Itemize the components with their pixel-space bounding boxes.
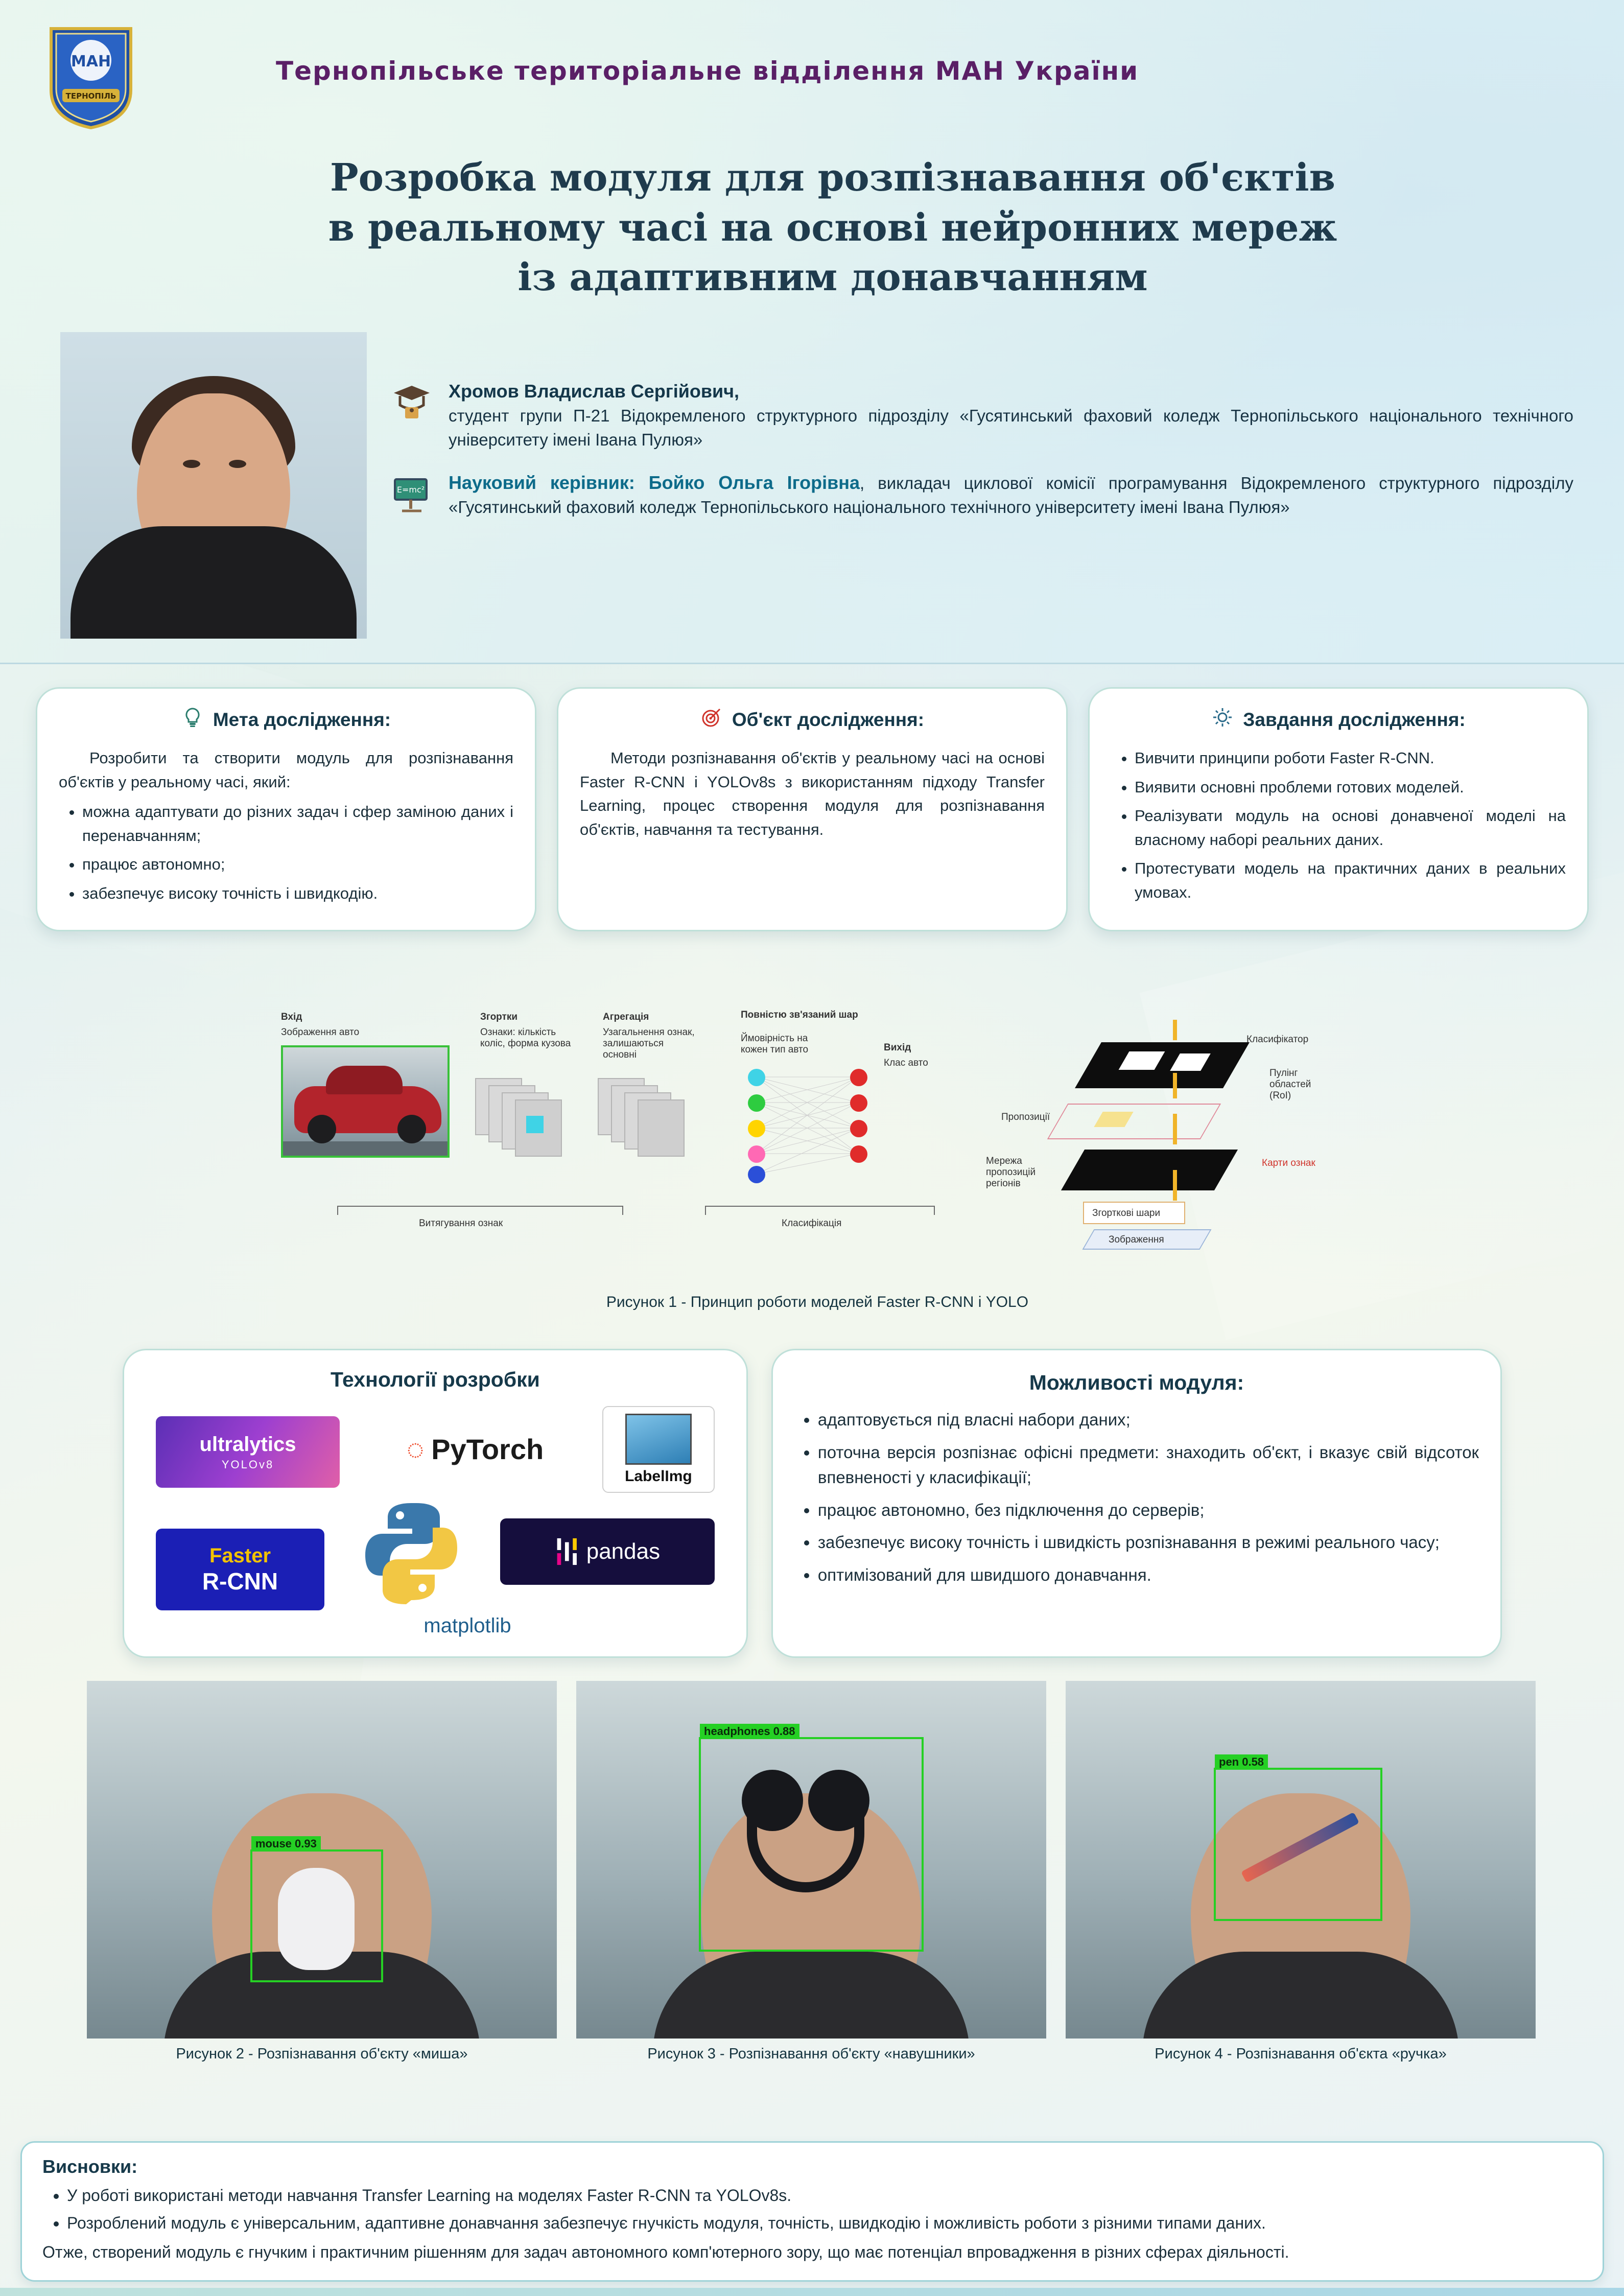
conclusions-title: Висновки: [42,2156,138,2177]
pytorch-flame-icon: ◌ [406,1432,425,1466]
features-card [771,1349,1502,1658]
title-line-1: Розробка модуля для розпізнавання об'єктів [329,156,1335,200]
detection-label: mouse 0.93 [251,1836,321,1852]
fig1-label-aggregation: Агрегація [603,1012,649,1022]
object-card-title [580,706,1045,733]
author-block [388,378,1573,537]
board-formula-icon [388,470,435,517]
conclusions-list [42,2184,1582,2235]
list-item: • працює автономно; [82,853,513,877]
technologies-logos [146,1401,725,1641]
detection-label: headphones 0.88 [700,1724,799,1739]
list-item: • Вивчити принципи роботи Faster R-CNN. [1135,746,1566,770]
list-item: • можна адаптувати до різних задач і сфер заміною даних і перенавчанням; [82,800,513,848]
fig1-label-conv-sub: Ознаки: кількість коліс, форма кузова [480,1027,571,1049]
fig1-brace-right: Класифікація [782,1218,842,1229]
man-logo-icon [45,24,137,131]
bounding-box [250,1837,383,1982]
fig1-label-fc: Повністю зв'язаний шар [741,1010,858,1020]
fig1-label-proposals: Пропозиції [1001,1112,1050,1122]
list-item: • працює автономно, без підключення до серверів; [818,1497,1479,1523]
ultralytics-label: ultralytics [199,1433,296,1456]
fig1-label-conv: Згортки [480,1012,518,1022]
author-description: студент групи П-21 Відокремленого структурного підрозділу «Гусятинський фаховий коледж Тернопільського національного технічного університету імені Івана Пулюя» [449,406,1573,449]
row-tech-features [123,1349,1502,1658]
fig1-label-aggregation-sub: Узагальнення ознак, залишаються основні [603,1027,695,1060]
list-item: • Виявити основні проблеми готових моделей. [1135,776,1566,800]
fig1-label-rpn: Мережа пропозицій регіонів [986,1156,1036,1189]
fig1-label-fc-sub: Ймовірність на кожен тип авто [741,1033,809,1055]
supervisor-row [388,470,1573,520]
labelimg-logo [602,1406,715,1493]
goal-card [36,687,536,931]
target-icon [700,706,723,733]
fig1-label-image: Зображення [1109,1234,1164,1245]
cards-row [36,687,1589,931]
lightbulb-icon [181,706,204,733]
page-title [169,153,1497,303]
fig1-label-output: Вихід [884,1042,911,1053]
python-logo [360,1498,462,1605]
title-line-2: в реальному часі на основі нейронних мереж [328,205,1337,250]
fig1-label-roi: Пулінг областей (RoI) [1269,1068,1311,1101]
list-item: • Розроблений модуль є універсальним, адаптивне донавчання забезпечує гнучкість модуля, точність, швидкодію і можливість роботи з різними типами даних. [67,2211,1582,2235]
figure-1-caption: Рисунок 1 - Принцип роботи моделей Faster R-CNN і YOLO [606,1294,1029,1310]
fig1-label-classifier: Класифікатор [1246,1034,1309,1045]
tasks-card-title [1111,706,1566,733]
supervisor-label: Науковий керівник [449,472,629,493]
detection-photo-mouse [87,1681,557,2039]
detection-label: pen 0.58 [1215,1754,1268,1770]
title-line-3: із адаптивним донавчанням [517,255,1148,300]
pandas-icon [555,1535,578,1568]
technologies-card [123,1349,748,1658]
list-item: • забезпечує високу точність і швидкість розпізнавання в режимі реального часу; [818,1530,1479,1555]
figure-1 [266,1001,1369,1311]
detection-photos-row [87,1681,1543,2063]
conv-stack-1 [475,1063,577,1165]
figure-1-diagram [266,1001,1369,1287]
fully-connected-layer [741,1068,894,1185]
pytorch-logo [365,1418,585,1480]
image-icon [625,1414,692,1465]
svg-text:E=mc²: E=mc² [396,484,425,495]
technologies-title: Технології розробки [331,1368,540,1391]
photo-caption: Рисунок 2 - Розпізнавання об'єкту «миша» [176,2046,468,2062]
fig1-label-conv-layers: Згорткові шари [1092,1208,1161,1219]
conv-stack-2 [598,1063,700,1165]
conclusions-final: Отже, створений модуль є гнучким і практичним рішенням для задач автономного комп'ютерного зору, що має потенціал впровадження в різних сферах діяльності. [42,2242,1289,2261]
labelimg-label: LabelImg [625,1468,692,1485]
python-icon [360,1498,462,1605]
goal-intro: Розробити та створити модуль для розпізнавання об'єктів у реальному часі, який: [59,749,513,791]
poster-header [0,0,1624,664]
goal-list [59,800,513,905]
faster-rcnn-logo [156,1529,324,1610]
conclusions-block [20,2141,1604,2282]
tasks-title-text: Завдання дослідження: [1243,709,1466,730]
features-title: Можливості модуля: [1029,1371,1244,1394]
detection-photo-headphones [576,1681,1046,2039]
car-image [281,1045,450,1158]
photo-caption: Рисунок 4 - Розпізнавання об'єкта «ручка» [1155,2046,1447,2062]
features-list [794,1407,1479,1587]
organization-title: Тернопільське територіальне відділення МАН України [276,56,1139,86]
detection-photo-pen [1066,1681,1536,2039]
tasks-card [1088,687,1589,931]
goal-title-text: Мета дослідження: [213,709,391,730]
pandas-label: pandas [586,1539,661,1564]
ultralytics-sub: YOLOv8 [221,1458,274,1471]
fig1-label-input-sub: Зображення авто [281,1027,360,1038]
bounding-box [1214,1755,1382,1921]
ultralytics-logo [156,1416,340,1488]
fig1-label-feature-maps: Карти ознак [1262,1158,1315,1168]
rcnn-label: R-CNN [202,1567,278,1595]
photo-caption: Рисунок 3 - Розпізнавання об'єкту «навушники» [647,2046,975,2062]
faster-label: Faster [209,1544,271,1567]
list-item: • забезпечує високу точність і швидкодію. [82,882,513,906]
object-title-text: Об'єкт дослідження: [732,709,925,730]
fig1-brace-left: Витягування ознак [419,1218,503,1229]
list-item: • Протестувати модель на практичних даних в реальних умовах. [1135,857,1566,904]
author-name: Хромов Владислав Сергійович, [449,381,740,402]
list-item: • адаптовується під власні набори даних; [818,1407,1479,1433]
fig1-label-input: Вхід [281,1012,302,1022]
svg-text:МАН: МАН [70,53,111,71]
list-item: • Реалізувати модуль на основі донавченої моделі на власному наборі реальних даних. [1135,804,1566,852]
supervisor-text: Науковий керівник: Бойко Ольга Ігорівна, викладач циклової комісії програмування Відокремленого структурного підрозділу «Гусятинський фаховий коледж Тернопільського національного технічного університету імені Івана Пулюя» [449,472,1573,517]
list-item: • оптимізований для швидшого донавчання. [818,1562,1479,1588]
gear-icon [1211,706,1234,733]
fig1-label-output-sub: Клас авто [884,1058,928,1068]
supervisor-description: , викладач циклової комісії програмування Відокремленого структурного підрозділу «Гусятинський фаховий коледж Тернопільського національного технічного університету імені Івана Пулюя» [449,473,1573,517]
photo-column-pen [1066,1681,1536,2063]
object-card [557,687,1068,931]
author-row [388,378,1573,452]
list-item: • поточна версія розпізнає офісні предмети: знаходить об'єкт, і вказує свій відсоток впевненості у класифікації; [818,1440,1479,1490]
bottom-bar [0,2288,1624,2296]
svg-text:ТЕРНОПІЛЬ: ТЕРНОПІЛЬ [65,91,116,101]
bounding-box [699,1725,924,1952]
author-text [449,378,1573,452]
supervisor-name: Бойко Ольга Ігорівна [648,472,860,493]
pytorch-label: PyTorch [431,1433,544,1465]
pandas-logo [500,1518,715,1585]
tasks-list [1111,746,1566,904]
object-text: Методи розпізнавання об'єктів у реальному часі на основі Faster R-CNN і YOLOv8s з використанням підходу Transfer Learning, процес створення модуля для розпізнавання об'єктів, навчання та тестування. [580,749,1045,838]
matplotlib-logo [365,1610,570,1641]
goal-card-title [59,706,513,733]
matplotlib-label: matplotlib [423,1614,511,1637]
graduate-cap-icon [388,378,435,425]
list-item: • У роботі використані методи навчання Transfer Learning на моделях Faster R-CNN та YOLOv8s. [67,2184,1582,2207]
photo-column-mouse [87,1681,557,2063]
faster-rcnn-schematic [971,1012,1359,1252]
author-photo [60,332,367,639]
photo-column-headphones [576,1681,1046,2063]
